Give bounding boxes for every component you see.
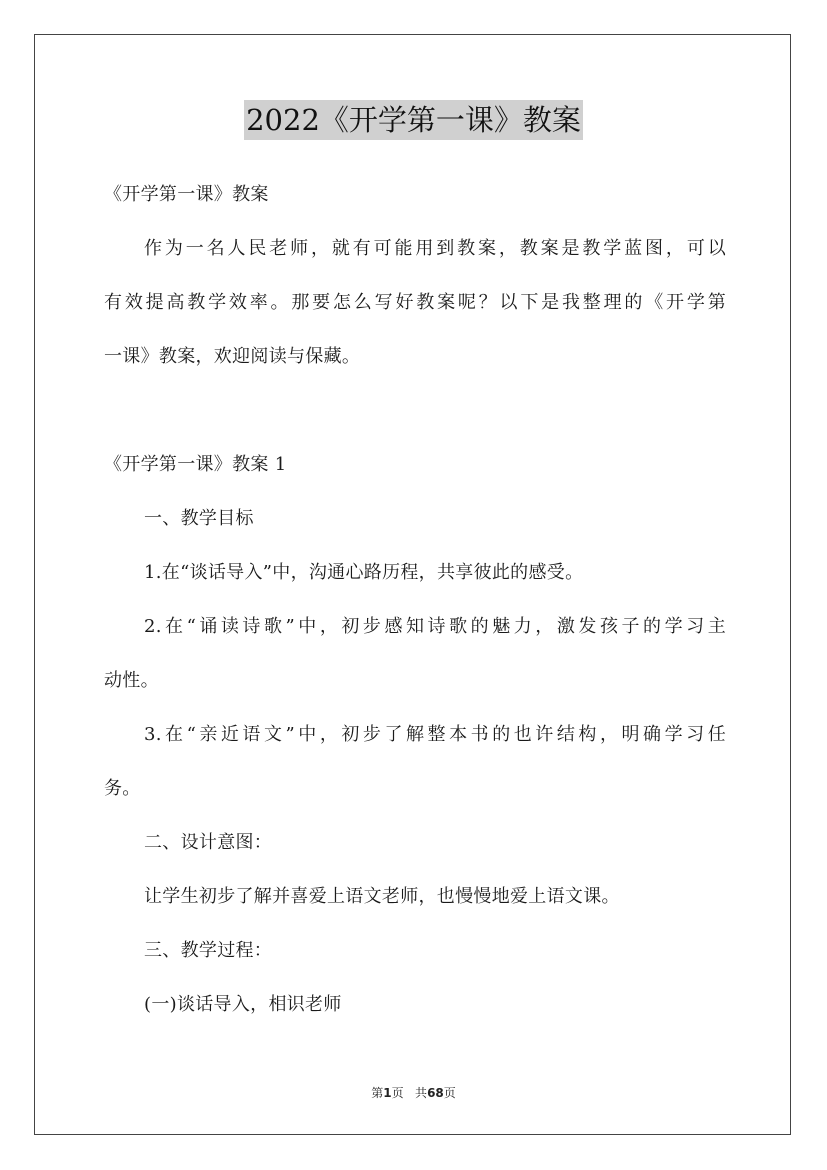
paragraph-line: 作为一名人民老师，就有可能用到教案，教案是教学蓝图，可以: [144, 238, 726, 259]
list-item-continuation: 务。: [104, 778, 141, 799]
list-item: 1.在“谈话导入”中，沟通心路历程，共享彼此的感受。: [144, 562, 584, 583]
document-title: 2022《开学第一课》教案: [244, 100, 583, 140]
list-item: 2.在“诵读诗歌”中，初步感知诗歌的魅力，激发孩子的学习主: [144, 616, 726, 637]
list-item-continuation: 动性。: [104, 670, 159, 691]
subheading: 一、教学目标: [144, 508, 254, 529]
section-heading: 《开学第一课》教案 1: [104, 454, 287, 475]
paragraph-line: 让学生初步了解并喜爱上语文老师，也慢慢地爱上语文课。: [144, 886, 620, 907]
section-heading: 《开学第一课》教案: [104, 184, 269, 205]
paragraph-line: 一课》教案，欢迎阅读与保藏。: [104, 346, 361, 367]
total-pages: 68: [427, 1086, 444, 1100]
subheading: (一)谈话导入，相识老师: [144, 994, 342, 1015]
title-container: [0, 100, 827, 140]
total-suffix: 页: [443, 1086, 456, 1100]
paragraph-line: 有效提高教学效率。那要怎么写好教案呢？以下是我整理的《开学第: [104, 292, 726, 313]
subheading: 二、设计意图：: [144, 832, 273, 853]
page-footer: [0, 1084, 827, 1101]
page-prefix: 第: [371, 1086, 384, 1100]
page-number: 1: [383, 1086, 392, 1100]
subheading: 三、教学过程：: [144, 940, 273, 961]
page-suffix: 页: [391, 1086, 404, 1100]
list-item: 3.在“亲近语文”中，初步了解整本书的也许结构，明确学习任: [144, 724, 726, 745]
total-prefix: 共: [415, 1086, 428, 1100]
